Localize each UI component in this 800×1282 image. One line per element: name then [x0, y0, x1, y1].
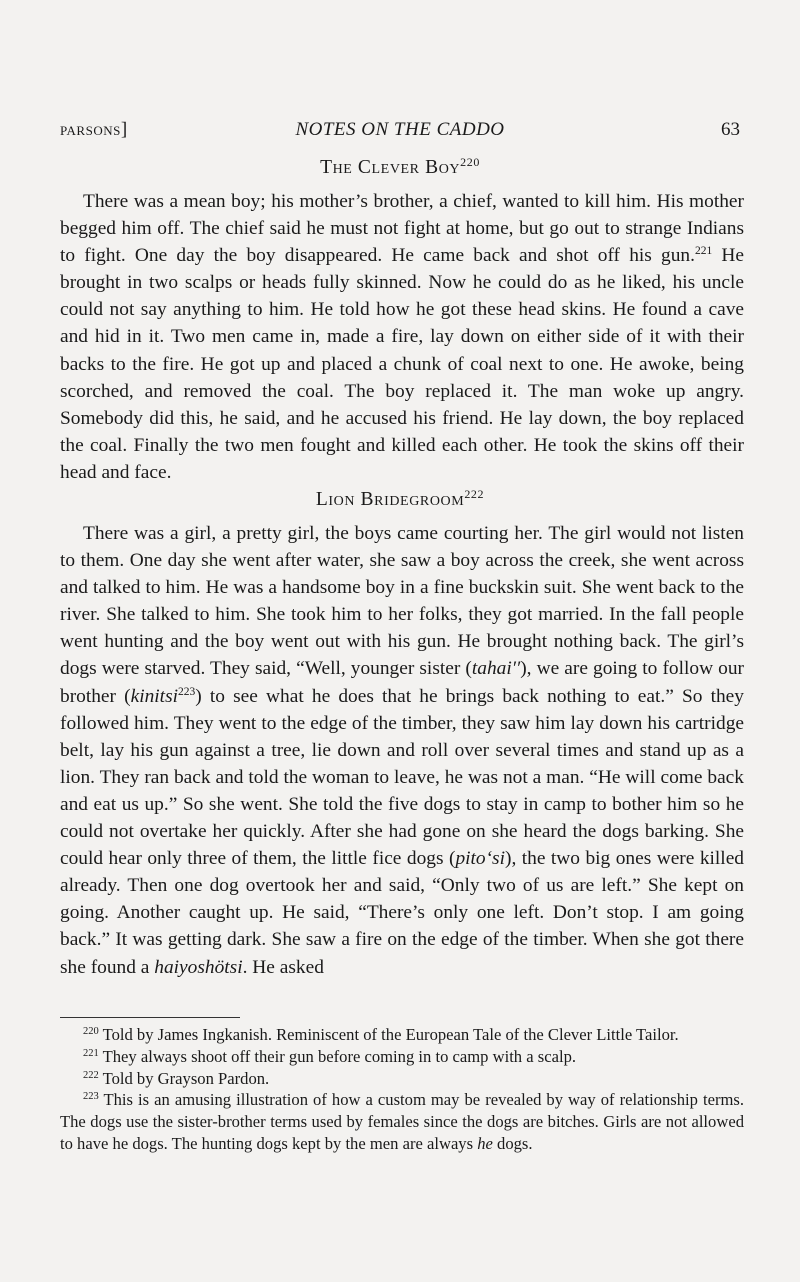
caddo-term: haiyoshötsi	[154, 956, 243, 978]
text-run: There was a mean boy; his mother’s brother, a chief, wanted to kill him. His mother begged him off. The chief said he must not fight at home, but go out to strange Indians to fight. One day the boy disappeared. He came back and shot off his gun.	[60, 191, 744, 267]
emphasis: he	[477, 1133, 493, 1153]
footnotes	[60, 1024, 744, 1155]
footnote-text: Told by Grayson Pardon.	[98, 1068, 270, 1088]
footnote-text: dogs.	[492, 1133, 533, 1153]
footnote-text: Told by James Ingkanish. Reminiscent of the European Tale of the Clever Little Tailor.	[98, 1025, 679, 1044]
page-number: 63	[721, 119, 740, 140]
footnote-number: 220	[83, 1026, 99, 1037]
paragraph	[60, 188, 744, 486]
footnote-number: 221	[83, 1047, 99, 1059]
story-clever-boy	[60, 188, 744, 486]
footnote-divider	[60, 1017, 240, 1018]
section-title-text: Lion Bridegroom	[315, 489, 465, 510]
footnote-ref-221: 221	[694, 245, 713, 258]
text-run: ), the two big ones were killed already. Then one dog overtook her and said, “Only two of us are left.” She kept on going. Another caught up. He said, “There’s only one left. Don’t stop. I am going back.” It was getting dark. She saw a fire on the edge of the timber. When she got there she found a	[60, 848, 744, 978]
section-title-lion-bridegroom	[0, 489, 800, 511]
caddo-term: tahai′′	[471, 658, 521, 680]
footnote-ref-223: 223	[178, 685, 196, 698]
footnote-221	[60, 1046, 744, 1068]
text-run: There was a girl, a pretty girl, the boys came courting her. The girl would not listen to them. One day she went after water, she saw a boy across the creek, she went across and talked to him. He was a handsome boy in a fine buckskin suit. She went back to the river. She talked to him. She took him to her folks, they got married. In the fall people went hunting and the boy went out with his gun. He brought nothing back. The girl’s dogs were starved. They said, “Well, younger sister (	[60, 523, 744, 680]
footnote-ref-222: 222	[464, 487, 485, 501]
caddo-term: pito‘si	[455, 848, 505, 870]
footnote-223	[60, 1089, 744, 1154]
footnote-number: 223	[83, 1091, 99, 1103]
section-title-clever-boy	[0, 157, 800, 179]
text-run: ), we are going to follow our brother (	[60, 658, 744, 707]
book-title-header: NOTES ON THE CADDO	[295, 119, 505, 140]
footnote-text: They always shoot off their gun before coming in to camp with a scalp.	[98, 1046, 577, 1066]
footnote-220	[60, 1024, 744, 1046]
author-header: parsons]	[60, 119, 128, 140]
story-lion-bridegroom	[60, 520, 744, 981]
text-run: ) to see what he does that he brings back nothing to eat.” So they followed him. They went to the edge of the timber, they saw him lay down his cartridge belt, lay his gun against a tree, lie down and roll over several times and stand up as a lion. They ran back and told the woman to leave, he was not a man. “He will come back and eat us up.” So she went. She told the five dogs to stay in camp to bother him so he could not overtake her quickly. After she had gone on she heard the dogs barking. She could hear only three of them, the little fice dogs (	[60, 685, 744, 870]
footnote-ref-220: 220	[460, 155, 480, 169]
section-title-text: The Clever Boy	[320, 157, 461, 178]
text-run: . He asked	[242, 956, 324, 978]
footnote-number: 222	[83, 1069, 99, 1081]
caddo-term: kinitsi	[130, 685, 179, 707]
text-run: He brought in two scalps or heads fully skinned. Now he could do as he liked, his uncle could not say anything to him. He told how he got these head skins. He found a cave and hid in it. Two men came in, made a fire, lay down on either side of it with their backs to the fire. He got up and placed a chunk of coal next to one. He awoke, being scorched, and removed the coal. The boy replaced it. The man woke up angry. Somebody did this, he said, and he accused his friend. He lay down, the boy replaced the coal. Finally the two men fought and killed each other. He took the skins off their head and face.	[60, 245, 744, 483]
footnote-text: This is an amusing illustration of how a custom may be revealed by way of relationship terms. The dogs use the sister-brother terms used by females since the dogs are bitches. Girls are not allowed to have he dogs. The hunting dogs kept by the men are always	[60, 1090, 744, 1153]
footnote-222	[60, 1068, 744, 1090]
paragraph	[60, 520, 744, 981]
